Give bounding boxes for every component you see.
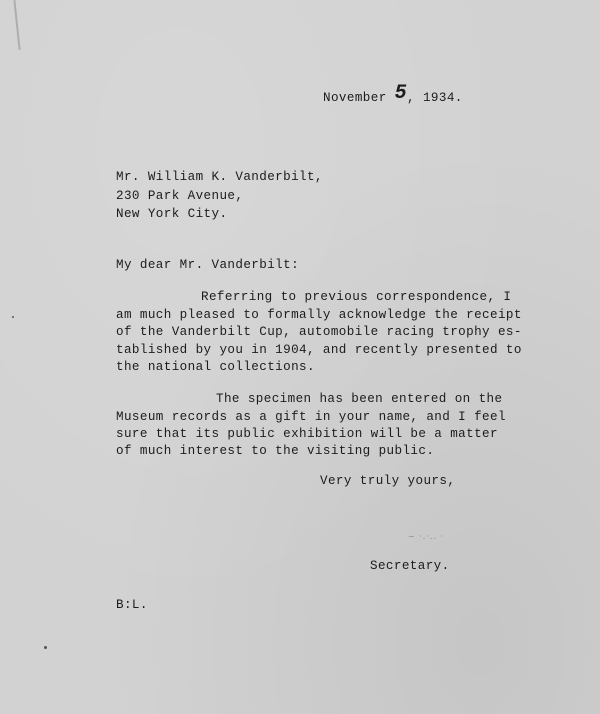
paragraph2-line: Museum records as a gift in your name, and I feel [116, 410, 506, 424]
date-suffix: , 1934. [407, 91, 463, 105]
signature-title: Secretary. [370, 559, 450, 573]
typist-initials: B:L. [116, 598, 148, 612]
closing: Very truly yours, [320, 474, 456, 488]
paper-scratch [13, 0, 20, 50]
date-prefix: November [323, 91, 395, 105]
salutation: My dear Mr. Vanderbilt: [116, 258, 300, 272]
paragraph1-line: of the Vanderbilt Cup, automobile racing trophy es- [116, 325, 522, 339]
paper-speck [12, 316, 14, 318]
paragraph2-line: The specimen has been entered on the [216, 392, 503, 406]
paragraph2-line: of much interest to the visiting public. [116, 444, 435, 458]
address-line-city: New York City. [116, 207, 228, 221]
paragraph1-line: Referring to previous correspondence, I [201, 290, 512, 304]
address-line-street: 230 Park Avenue, [116, 189, 244, 203]
paragraph1-line: the national collections. [116, 360, 315, 374]
paragraph1-line: am much pleased to formally acknowledge the receipt [116, 308, 522, 322]
date-day: 5 [394, 82, 408, 105]
letter-date [323, 82, 463, 107]
paper-speck [44, 646, 47, 649]
paragraph1-line: tablished by you in 1904, and recently presented to [116, 343, 522, 357]
address-line-name: Mr. William K. Vanderbilt, [116, 170, 323, 184]
paragraph2-line: sure that its public exhibition will be a matter [116, 427, 498, 441]
faint-signature: ~ ·.·.. · [408, 532, 445, 541]
